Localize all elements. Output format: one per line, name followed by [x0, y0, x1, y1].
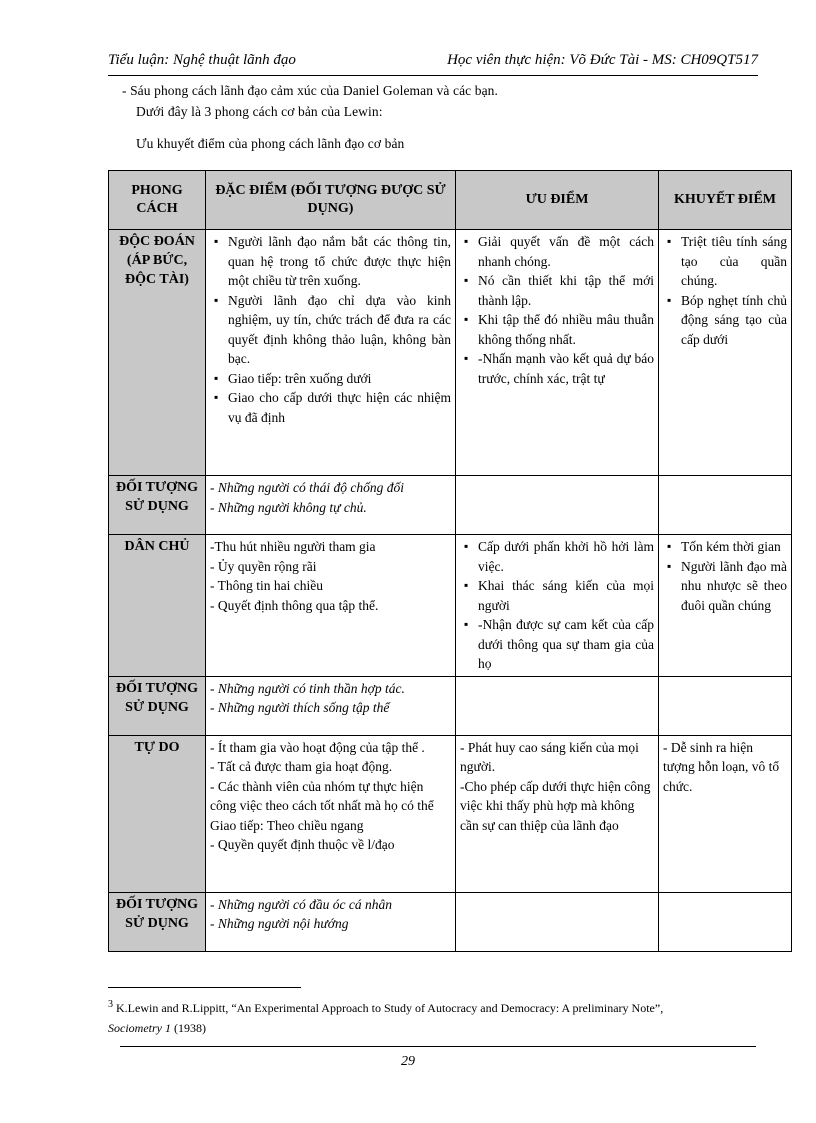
row-autocratic-targets [109, 476, 792, 535]
list-item: ▪ Người lãnh đạo mà nhu nhược sẽ theo đuôi quần chúng [681, 557, 787, 616]
laissez-faire-pros [456, 735, 659, 892]
page-number: 29 [401, 1054, 415, 1069]
style-autocratic: ĐỘC ĐOÁN (ÁP BỨC, ĐỘC TÀI) [109, 230, 206, 476]
autocratic-features [206, 230, 456, 476]
list-item: - Các thành viên của nhóm tự thực hiện công việc theo cách tốt nhất mà họ có thể [210, 778, 434, 813]
list-item: ▪ Người lãnh đạo chỉ dựa vào kinh nghiệm, uy tín, chức trách để đưa ra các quyết định không thảo luận, không bàn bạc. [228, 291, 451, 369]
footnote-year: (1938) [170, 1021, 206, 1035]
empty-cell [456, 676, 659, 735]
list-item: - Ít tham gia vào hoạt động của tập thể . [210, 739, 425, 755]
laissez-faire-features [206, 735, 456, 892]
list-item: ▪ Giao tiếp: trên xuống dưới [228, 369, 451, 389]
laissez-faire-cons [659, 735, 792, 892]
list-item: ▪ Người lãnh đạo nắm bắt các thông tin, quan hệ trong tổ chức được thực hiện một chiều từ trên xuống. [228, 232, 451, 291]
list-item: ▪ Nó cần thiết khi tập thể mới thành lập. [478, 271, 654, 310]
list-item: -Cho phép cấp dưới thực hiện công việc khi thấy phù hợp mà không cần sự can thiệp của lãnh đạo [460, 778, 651, 833]
table-header-row [109, 171, 792, 230]
list-item: - Thông tin hai chiều [210, 578, 323, 593]
list-item: - Những người có đầu óc cá nhân [210, 896, 393, 912]
intro-line-1: - Sáu phong cách lãnh đạo cảm xúc của Daniel Goleman và các bạn. [122, 83, 498, 98]
empty-cell [456, 892, 659, 951]
list-item: -Thu hút nhiều người tham gia [210, 539, 376, 554]
list-item: - Tất cả được tham gia hoạt động. [210, 759, 393, 774]
list-item: - Những người thích sống tập thể [210, 700, 390, 715]
list-item: ▪ Giao cho cấp dưới thực hiện các nhiệm vụ đã định [228, 388, 451, 427]
autocratic-cons [659, 230, 792, 476]
header-pros: ƯU ĐIỂM [456, 171, 659, 230]
header-rule [108, 75, 758, 76]
empty-cell [456, 476, 659, 535]
header-title: Tiểu luận: Nghệ thuật lãnh đạo [108, 52, 296, 68]
row-laissez-faire-targets [109, 892, 792, 951]
democratic-features [206, 535, 456, 677]
header-style: PHONG CÁCH [109, 171, 206, 230]
list-item: - Quyết định thông qua tập thể. [210, 597, 379, 613]
header-features: ĐẶC ĐIỂM (ĐỐI TƯỢNG ĐƯỢC SỬ DỤNG) [206, 171, 456, 230]
row-democratic [109, 535, 792, 677]
empty-cell [659, 476, 792, 535]
list-item: ▪ -Nhấn mạnh vào kết quả dự báo trước, chính xác, trật tự [478, 349, 654, 388]
list-item: ▪ Bóp nghẹt tính chủ động sáng tạo của cấp dưới [681, 291, 787, 350]
target-label-democratic: ĐỐI TƯỢNG SỬ DỤNG [109, 676, 206, 735]
target-label-laissez-faire: ĐỐI TƯỢNG SỬ DỤNG [109, 892, 206, 951]
row-autocratic [109, 230, 792, 476]
running-header [108, 52, 758, 76]
table-caption: Ưu khuyết điểm của phong cách lãnh đạo cơ bản [136, 136, 405, 151]
laissez-faire-targets [206, 892, 456, 951]
autocratic-targets [206, 476, 456, 535]
list-item: - Quyền quyết định thuộc về l/đạo [210, 837, 395, 852]
intro-line-2: Dưới đây là 3 phong cách cơ bản của Lewin: [136, 104, 383, 119]
row-laissez-faire [109, 735, 792, 892]
target-label-autocratic: ĐỐI TƯỢNG SỬ DỤNG [109, 476, 206, 535]
autocratic-pros [456, 230, 659, 476]
democratic-targets [206, 676, 456, 735]
style-democratic: DÂN CHỦ [109, 535, 206, 677]
footnote [108, 995, 758, 1038]
democratic-cons [659, 535, 792, 677]
list-item: - Phát huy cao sáng kiến của mọi người. [460, 739, 639, 774]
democratic-pros [456, 535, 659, 677]
list-item: ▪ Khai thác sáng kiến của mọi người [478, 576, 654, 615]
list-item: ▪ -Nhận được sự cam kết của cấp dưới thông qua sự tham gia của họ [478, 615, 654, 674]
leadership-styles-table [108, 170, 792, 952]
list-item: Giao tiếp: Theo chiều ngang [210, 817, 364, 833]
list-item: ▪ Tốn kém thời gian [681, 537, 787, 557]
empty-cell [659, 892, 792, 951]
footnote-journal: Sociometry 1 [108, 1021, 171, 1035]
footnote-marker: 3 [108, 999, 113, 1010]
list-item: - Dễ sinh ra hiện tượng hỗn loạn, vô tổ chức. [663, 739, 780, 794]
row-democratic-targets [109, 676, 792, 735]
list-item: - Những người có thái độ chống đối [210, 480, 405, 495]
empty-cell [659, 676, 792, 735]
footnote-text: K.Lewin and R.Lippitt, “An Experimental Approach to Study of Autocracy and Democracy: A preliminary Note”, [113, 1001, 664, 1015]
list-item: - Những người không tự chủ. [210, 499, 367, 515]
header-cons: KHUYẾT ĐIỂM [659, 171, 792, 230]
list-item: ▪ Cấp dưới phấn khởi hồ hởi làm việc. [478, 537, 654, 576]
list-item: - Ủy quyền rộng rãi [210, 558, 317, 574]
list-item: ▪ Khi tập thể đó nhiều mâu thuẫn không thống nhất. [478, 310, 654, 349]
list-item: - Những người nội hướng [210, 916, 349, 931]
footnote-separator [108, 987, 301, 988]
list-item: ▪ Triệt tiêu tính sáng tạo của quần chúng. [681, 232, 787, 291]
footer-rule [120, 1046, 756, 1047]
list-item: - Những người có tinh thần hợp tác. [210, 680, 405, 696]
header-author: Học viên thực hiện: Võ Đức Tài - MS: CH09QT517 [447, 52, 758, 68]
style-laissez-faire: TỰ DO [109, 735, 206, 892]
list-item: ▪ Giải quyết vấn đề một cách nhanh chóng. [478, 232, 654, 271]
